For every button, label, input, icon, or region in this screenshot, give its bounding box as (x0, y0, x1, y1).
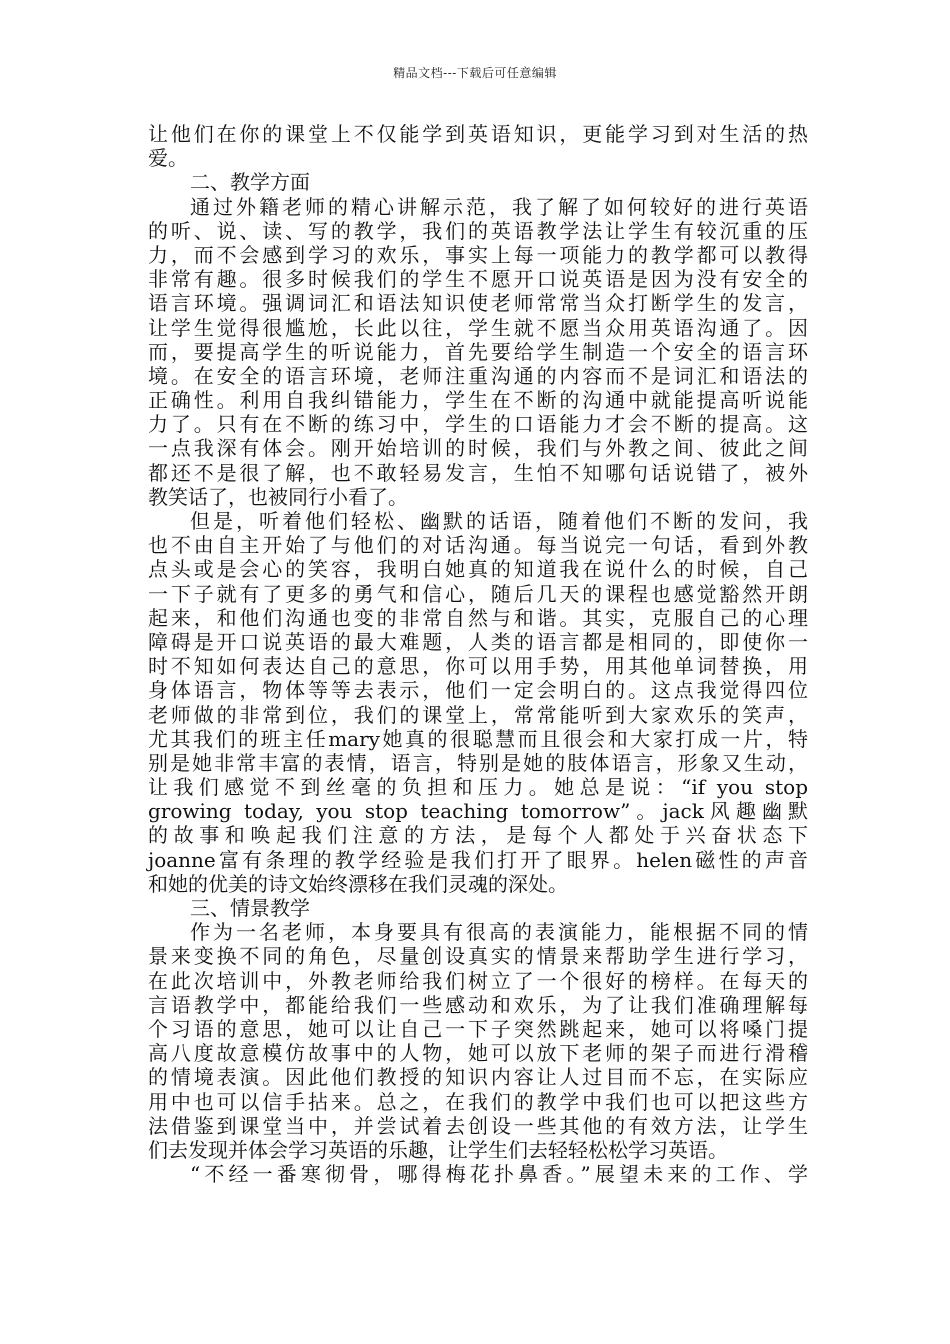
text-line: growing today, you stop teaching tomorrow”。jack风趣幽默 (148, 799, 808, 824)
text-line: 爱。 (148, 146, 188, 171)
text-line: 让他们在你的课堂上不仅能学到英语知识，更能学习到对生活的热 (148, 122, 808, 146)
text-line: 一下子就有了更多的勇气和信心，随后几天的课程也感觉豁然开朗 (148, 581, 808, 606)
text-line: 别是她非常丰富的表情，语言，特别是她的肢体语言，形象又生动， (148, 750, 808, 775)
text-line: 言语教学中，都能给我们一些感动和欢乐，为了让我们准确理解每 (148, 992, 808, 1017)
text-line: 的听、说、读、写的教学，我们的英语教学法让学生有较沉重的压 (148, 218, 808, 243)
text-line: 起来，和他们沟通也变的非常自然与和谐。其实，克服自己的心理 (148, 605, 808, 630)
section-heading: 三、情景教学 (190, 896, 310, 920)
text-line: joanne富有条理的教学经验是我们打开了眼界。helen磁性的声音 (148, 847, 808, 872)
text-line: 障碍是开口说英语的最大难题，人类的语言都是相同的，即使你一 (148, 629, 808, 654)
text-line: 的故事和唤起我们注意的方法，是每个人都处于兴奋状态下 (148, 823, 808, 848)
text-line: 教笑话了，也被同行小看了。 (148, 484, 408, 509)
text-line: 境。在安全的语言环境，老师注重沟通的内容而不是词汇和语法的 (148, 363, 808, 388)
text-line: 用中也可以信手拈来。总之，在我们的教学中我们也可以把这些方 (148, 1089, 808, 1114)
text-line: 和她的优美的诗文始终漂移在我们灵魂的深处。 (148, 871, 568, 896)
text-line: 老师做的非常到位，我们的课堂上，常常能听到大家欢乐的笑声， (148, 702, 808, 727)
text-line: 正确性。利用自我纠错能力，学生在不断的沟通中就能提高听说能 (148, 388, 808, 413)
text-line: 法借鉴到课堂当中，并尝试着去创设一些其他的有效方法，让学生 (148, 1113, 808, 1138)
text-line: 通过外籍老师的精心讲解示范，我了解了如何较好的进行英语 (190, 194, 808, 219)
text-line: 景来变换不同的角色，尽量创设真实的情景来帮助学生进行学习， (148, 944, 808, 969)
text-line: 力了。只有在不断的练习中，学生的口语能力才会不断的提高。这 (148, 412, 808, 437)
section-heading: 二、教学方面 (190, 170, 310, 195)
text-line: 时不知如何表达自己的意思，你可以用手势，用其他单词替换，用 (148, 654, 808, 679)
text-line: 高八度故意模仿故事中的人物，她可以放下老师的架子而进行滑稽 (148, 1041, 808, 1066)
document-body (148, 122, 808, 1186)
text-line: 也不由自主开始了与他们的对话沟通。每当说完一句话，看到外教 (148, 533, 808, 558)
text-line: 而，要提高学生的听说能力，首先要给学生制造一个安全的语言环 (148, 339, 808, 364)
text-line: 让我们感觉不到丝毫的负担和压力。她总是说：“if you stop (148, 775, 808, 800)
text-line: 的情境表演。因此他们教授的知识内容让人过目而不忘，在实际应 (148, 1065, 808, 1090)
page-header: 精品文档---下载后可任意编辑 (393, 66, 557, 80)
text-line: 作为一名老师，本身要具有很高的表演能力，能根据不同的情 (190, 920, 808, 945)
text-line: 们去发现并体会学习英语的乐趣，让学生们去轻轻松松学习英语。 (148, 1137, 728, 1162)
text-line: 非常有趣。很多时候我们的学生不愿开口说英语是因为没有安全的 (148, 267, 808, 292)
text-line: 让学生觉得很尴尬，长此以往，学生就不愿当众用英语沟通了。因 (148, 315, 808, 340)
text-line: 都还不是很了解，也不敢轻易发言，生怕不知哪句话说错了，被外 (148, 460, 808, 485)
text-line: 力，而不会感到学习的欢乐，事实上每一项能力的教学都可以教得 (148, 242, 808, 267)
text-line: 点头或是会心的笑容，我明白她真的知道我在说什么的时候，自己 (148, 557, 808, 582)
text-line: “不经一番寒彻骨，哪得梅花扑鼻香。”展望未来的工作、学 (190, 1162, 808, 1187)
text-line: 一点我深有体会。刚开始培训的时候，我们与外教之间、彼此之间 (148, 436, 808, 461)
text-line: 但是，听着他们轻松、幽默的话语，随着他们不断的发问，我 (190, 509, 808, 533)
text-line: 语言环境。强调词汇和语法知识使老师常常当众打断学生的发言， (148, 291, 808, 316)
text-line: 个习语的意思，她可以让自己一下子突然跳起来，她可以将嗓门提 (148, 1016, 808, 1041)
text-line: 身体语言，物体等等去表示，他们一定会明白的。这点我觉得四位 (148, 678, 808, 703)
text-line: 在此次培训中，外教老师给我们树立了一个很好的榜样。在每天的 (148, 968, 808, 993)
text-line: 尤其我们的班主任mary她真的很聪慧而且很会和大家打成一片，特 (148, 726, 808, 751)
